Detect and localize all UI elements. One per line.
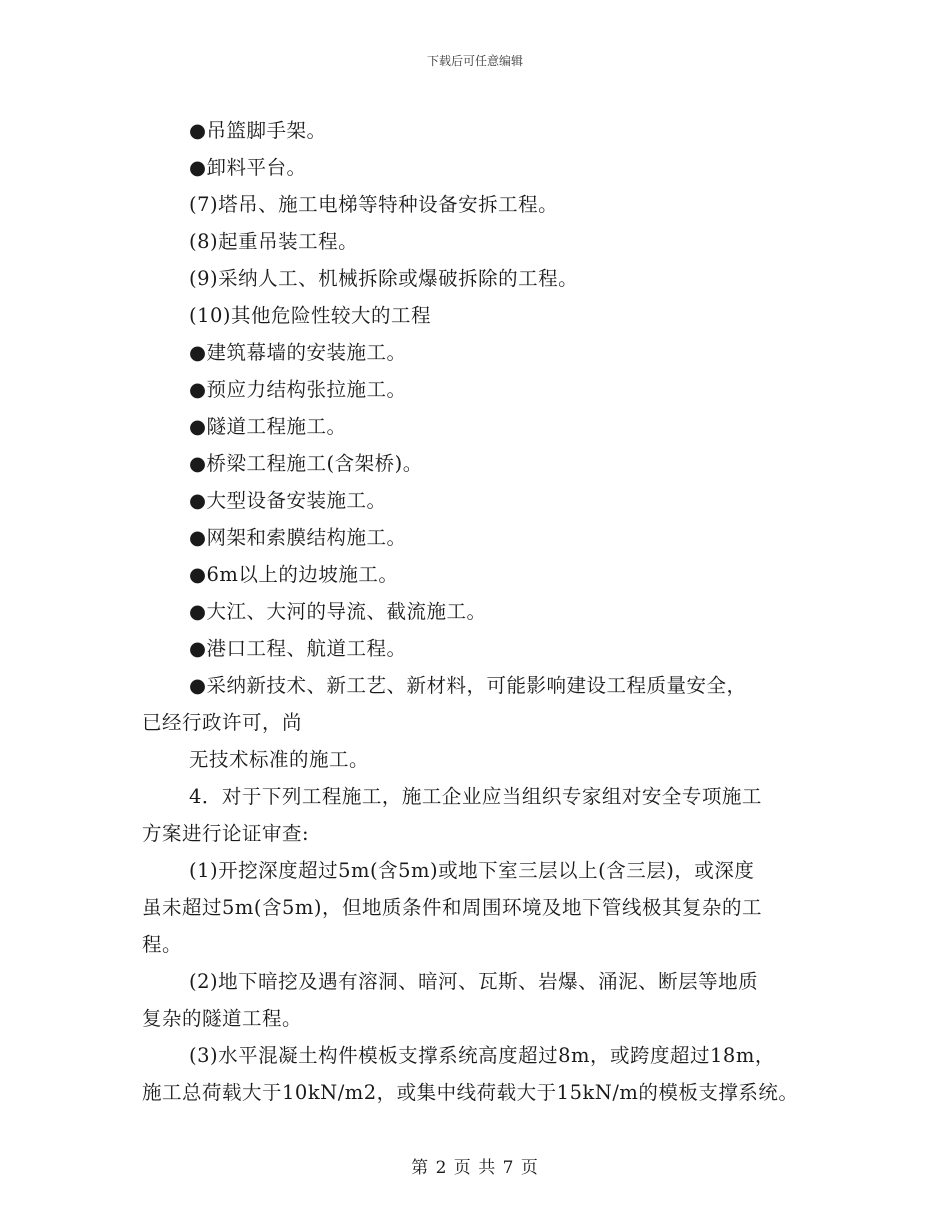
body-line: ●预应力结构张拉施工。 xyxy=(189,378,407,401)
body-line: 程。 xyxy=(142,933,183,956)
body-line: ●卸料平台。 xyxy=(189,156,307,179)
body-line: 已经行政许可，尚 xyxy=(142,711,303,734)
body-line: ●桥梁工程施工(含架桥)。 xyxy=(189,452,423,475)
body-line: ●隧道工程施工。 xyxy=(189,415,347,438)
body-line: ●采纳新技术、新工艺、新材料，可能影响建设工程质量安全， xyxy=(189,674,747,697)
body-line: (9)采纳人工、机械拆除或爆破拆除的工程。 xyxy=(189,267,579,290)
body-line: 4．对于下列工程施工，施工企业应当组织专家组对安全专项施工 xyxy=(189,785,762,808)
body-line: (10)其他危险性较大的工程 xyxy=(189,304,432,327)
body-line: (1)开挖深度超过5m(含5m)或地下室三层以上(含三层)，或深度 xyxy=(189,859,755,882)
body-line: ●大型设备安装施工。 xyxy=(189,489,387,512)
page-number: 第 2 页 共 7 页 xyxy=(411,1158,539,1178)
body-line: 施工总荷载大于10kN/m2，或集中线荷载大于15kN/m的模板支撑系统。 xyxy=(142,1081,799,1104)
body-line: ●网架和索膜结构施工。 xyxy=(189,526,407,549)
body-line: (3)水平混凝土构件模板支撑系统高度超过8m，或跨度超过18m， xyxy=(189,1044,775,1067)
page-header: 下载后可任意编辑 xyxy=(426,54,523,68)
body-line: ●6m以上的边坡施工。 xyxy=(189,563,399,586)
body-line: (8)起重吊装工程。 xyxy=(189,230,359,253)
document-body xyxy=(142,112,810,1111)
body-line: ●大江、大河的导流、截流施工。 xyxy=(189,600,487,623)
body-line: ●港口工程、航道工程。 xyxy=(189,637,407,660)
body-line: (2)地下暗挖及遇有溶洞、暗河、瓦斯、岩爆、涌泥、断层等地质 xyxy=(189,970,759,993)
body-line: ●建筑幕墙的安装施工。 xyxy=(189,341,407,364)
body-line: 复杂的隧道工程。 xyxy=(142,1007,303,1030)
body-line: 方案进行论证审查: xyxy=(142,822,310,845)
body-line: ●吊篮脚手架。 xyxy=(189,119,327,142)
body-line: (7)塔吊、施工电梯等特种设备安拆工程。 xyxy=(189,193,559,216)
body-line: 无技术标准的施工。 xyxy=(189,748,370,771)
body-line: 虽未超过5m(含5m)，但地质条件和周围环境及地下管线极其复杂的工 xyxy=(142,896,763,919)
